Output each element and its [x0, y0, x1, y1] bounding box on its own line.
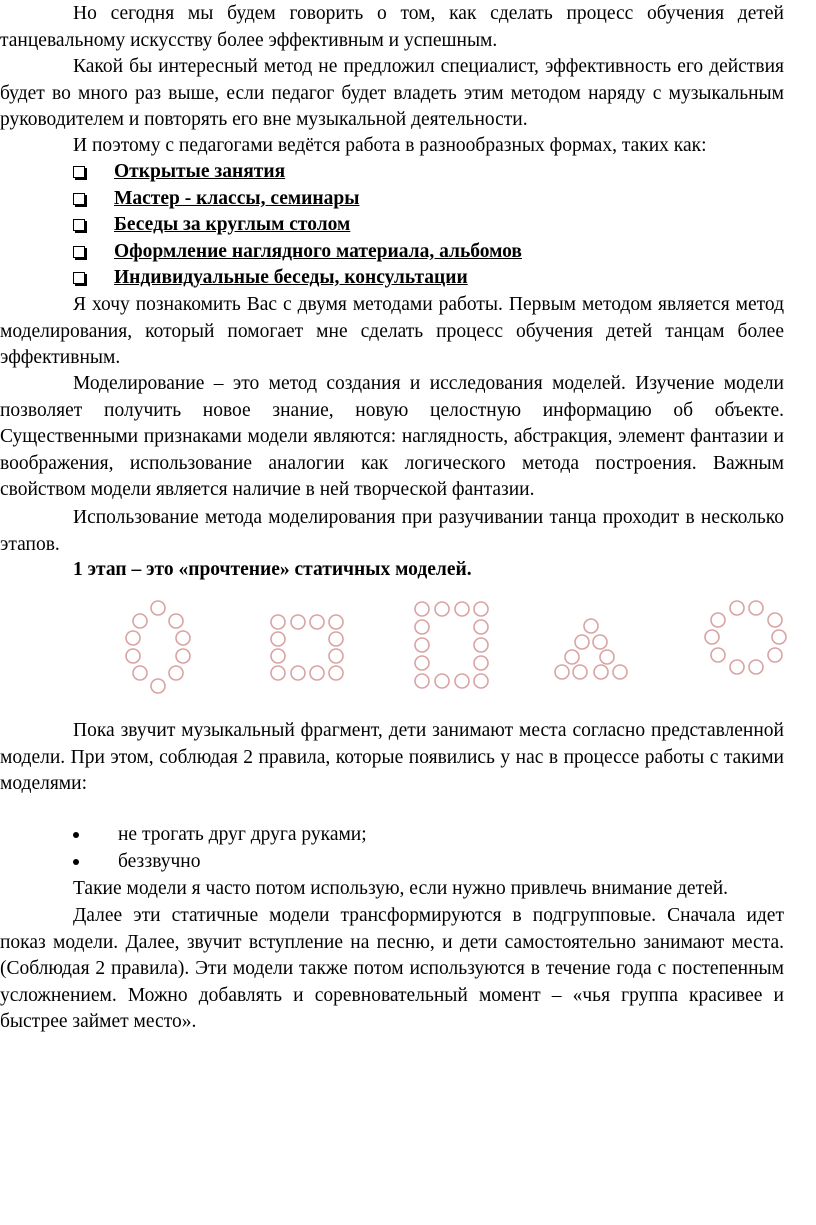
paragraph-stages: Использование метода моделирования при разучивании танца проходит в несколько этапов.	[0, 507, 784, 555]
list-item	[73, 239, 522, 265]
static-models-figure	[0, 595, 816, 705]
checkbox-icon	[73, 166, 85, 178]
paragraph-modeling-definition: Моделирование – это метод создания и исследования моделей. Изучение модели позволяет получить новое знание, новую целостную информацию об объекте. Существенными признаками модели являются: наглядность, абстракция, элемент фантазии и воображения, использование аналогии как логического метода построения. Важным свойством модели является наличие в ней творческой фантазии.	[0, 373, 784, 500]
paragraph-method-effectiveness: Какой бы интересный метод не предложил специалист, эффективность его действия будет во много раз выше, если педагог будет владеть этим методом наряду с музыкальным руководителем и повторять его вне музыкальной деятельности.	[0, 56, 784, 130]
list-item	[73, 212, 350, 238]
list-item-label: Оформление наглядного материала, альбомов	[114, 241, 522, 262]
checkbox-icon	[73, 193, 85, 205]
paragraph-music-fragment: Пока звучит музыкальный фрагмент, дети занимают места согласно представленной модели. При этом, соблюдая 2 правила, которые появились у нас в процессе работы с такими моделями:	[0, 720, 784, 794]
paragraph-intro: Но сегодня мы будем говорить о том, как сделать процесс обучения детей танцевальному искусству более эффективным и успешным.	[0, 3, 784, 51]
model-circle	[705, 601, 786, 674]
rule-text: беззвучно	[118, 851, 201, 872]
list-item	[73, 186, 359, 212]
model-rectangle	[415, 602, 488, 688]
model-triangle	[555, 619, 627, 679]
checkbox-icon	[73, 272, 85, 284]
paragraph-attention: Такие модели я часто потом использую, если нужно привлечь внимание детей.	[73, 878, 729, 899]
bullet-icon	[73, 859, 79, 865]
paragraph-subgroup-models: Далее эти статичные модели трансформируются в подгрупповые. Сначала идет показ модели. Далее, звучит вступление на песню, и дети самостоятельно занимают места. (Соблюдая 2 правила). Эти модели также потом используются в течение года с постепенным усложнением. Можно добавлять и соревновательный момент – «чья группа красивее и быстрее займет место».	[0, 905, 784, 1032]
bullet-icon	[73, 832, 79, 838]
model-square	[271, 615, 343, 680]
checkbox-icon	[73, 219, 85, 231]
rule-item	[73, 824, 367, 846]
list-item	[73, 265, 468, 291]
list-item-label: Беседы за круглым столом	[114, 214, 351, 235]
list-item-label: Открытые занятия	[114, 161, 286, 182]
stage-heading: 1 этап – это «прочтение» статичных моделей.	[73, 559, 472, 580]
rule-item	[73, 851, 201, 873]
model-oval	[126, 601, 190, 693]
paragraph-work-forms-intro: И поэтому с педагогами ведётся работа в разнообразных формах, таких как:	[73, 135, 707, 156]
paragraph-two-methods: Я хочу познакомить Вас с двумя методами работы. Первым методом является метод моделирования, который помогает мне сделать процесс обучения детей танцам более эффективным.	[0, 294, 784, 368]
list-item	[73, 159, 285, 185]
checkbox-icon	[73, 246, 85, 258]
rule-text: не трогать друг друга руками;	[118, 824, 367, 845]
list-item-label: Мастер - классы, семинары	[114, 188, 360, 209]
list-item-label: Индивидуальные беседы, консультации	[114, 267, 468, 288]
